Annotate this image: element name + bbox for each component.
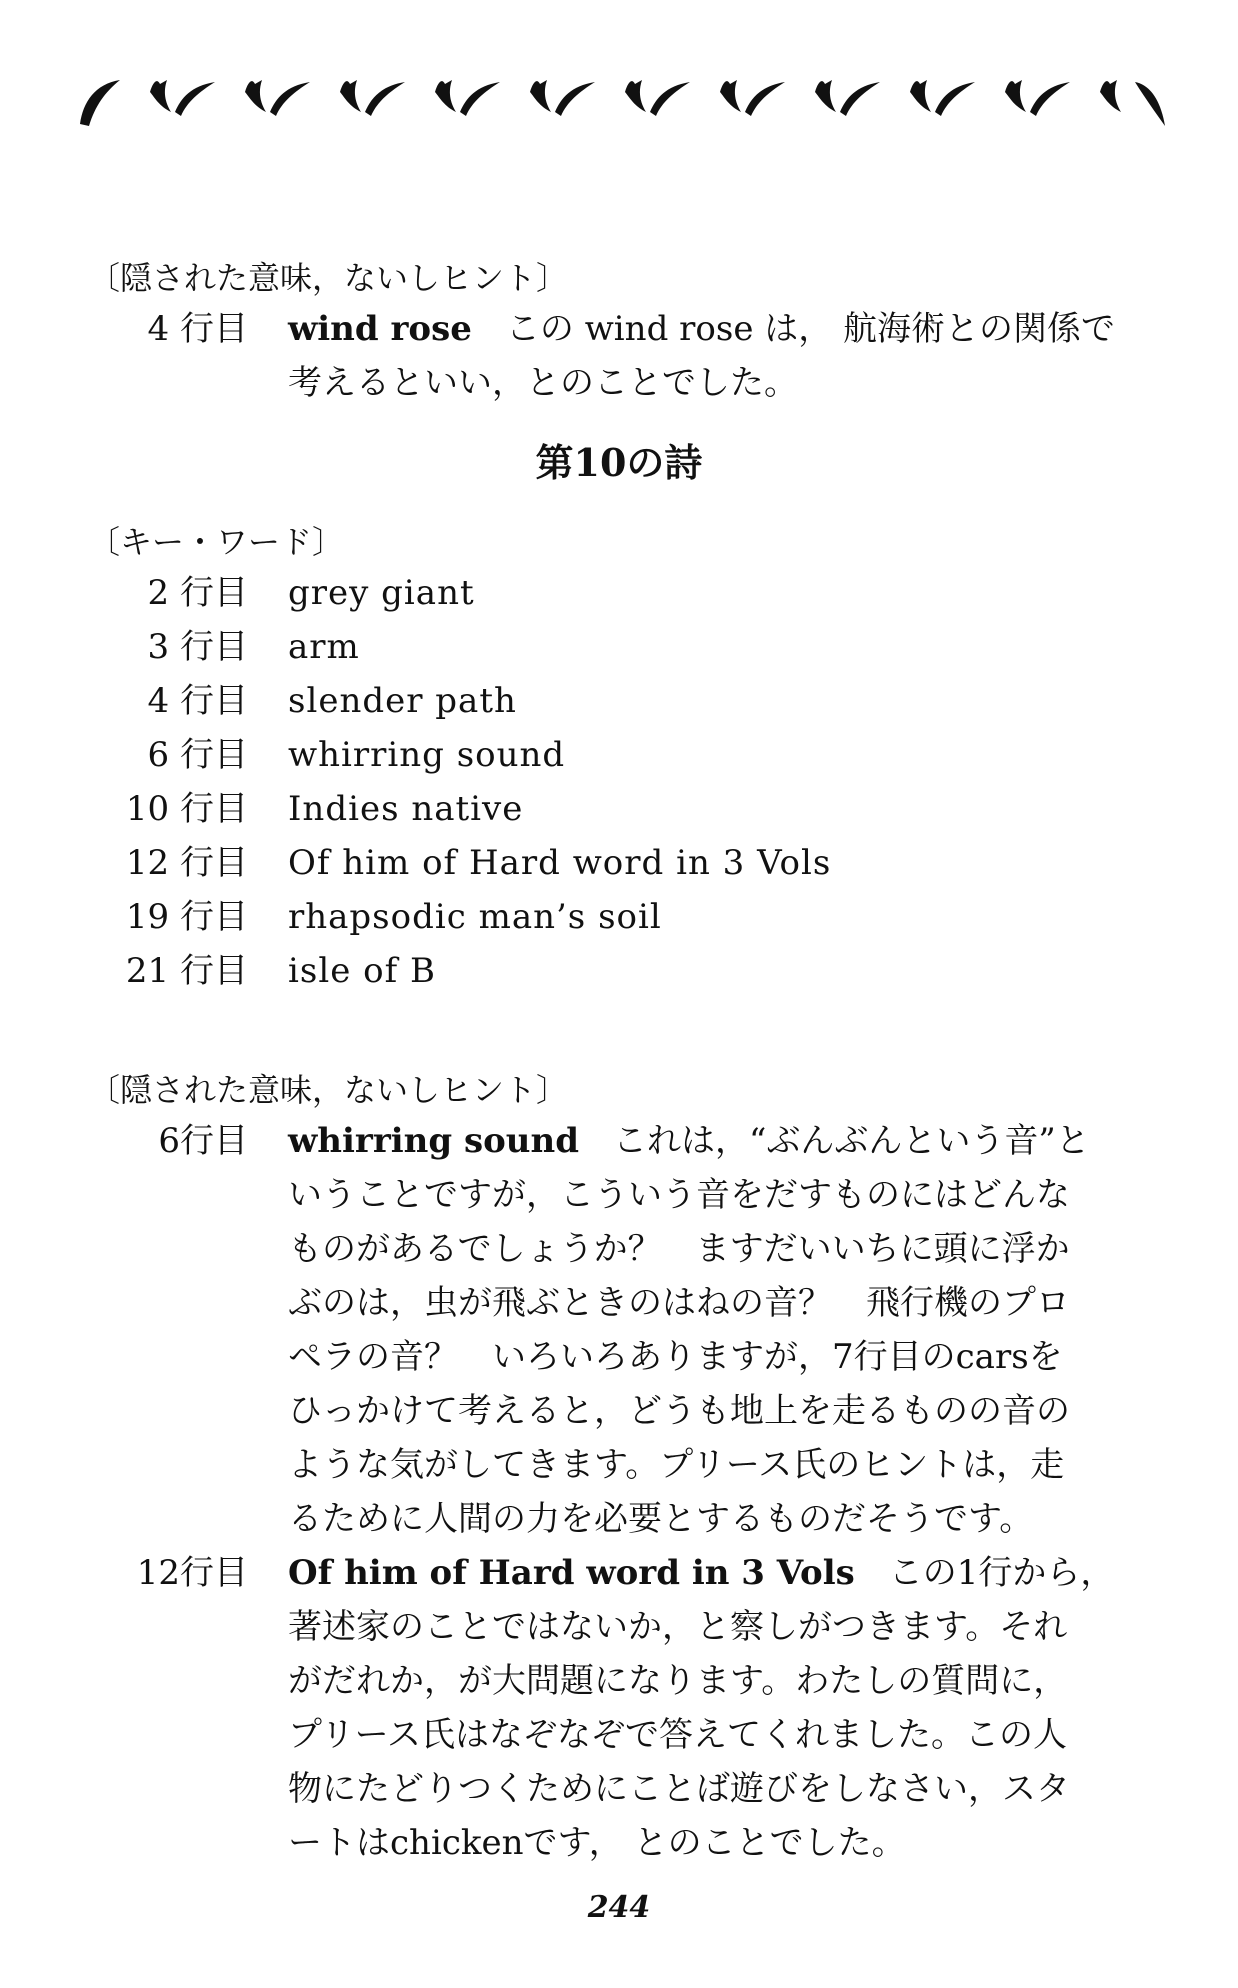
hint-line: ペラの音？ いろいろありますが，7行目のcarsを xyxy=(288,1337,1063,1377)
line-label: 6行目 xyxy=(158,1121,248,1161)
hint-entry xyxy=(88,1114,1168,1546)
hint-line: ような気がしてきます。プリース氏のヒントは，走 xyxy=(288,1445,1065,1485)
hint-line: 物にたどりつくためにことば遊びをしなさい，スタ xyxy=(288,1769,1070,1809)
hint-line: るために人間の力を必要とするものだそうです。 xyxy=(288,1499,1034,1539)
hint-line: ものがあるでしょうか？ ますだいいちに頭に浮か xyxy=(288,1229,1070,1269)
hint-entry xyxy=(88,302,1168,412)
hint-line: ひっかけて考えると，どうも地上を走るものの音の xyxy=(288,1391,1070,1431)
hint-line: wind rose この wind rose は， 航海術との関係で xyxy=(288,309,1116,349)
hint-line: 著述家のことではないか，と察しがつきます。それ xyxy=(288,1607,1068,1647)
hint-line: プリース氏はなぞなぞで答えてくれました。この人 xyxy=(288,1715,1067,1755)
line-label: 12行目 xyxy=(136,1553,248,1593)
hint-keyword: whirring sound xyxy=(288,1121,580,1161)
hint-entry xyxy=(88,1546,1168,1870)
hint-line: Of him of Hard word in 3 Vols この1行から， xyxy=(288,1553,1115,1593)
page-number: 244 xyxy=(587,1890,651,1925)
hint-line: 考えるといい，とのことでした。 xyxy=(288,363,798,403)
hint-line: ぶのは，虫が飛ぶときのはねの音？ 飛行機のプロ xyxy=(288,1283,1070,1323)
hint-line: ートはchickenです， とのことでした。 xyxy=(288,1823,906,1863)
hint-heading: 〔隠された意味，ないしヒント〕 xyxy=(88,259,569,297)
hint-line: がだれか，が大問題になります。わたしの質問に， xyxy=(288,1661,1068,1701)
ornament-border xyxy=(75,72,1175,132)
hint-line: whirring sound これは，“ぶんぶんという音”と xyxy=(288,1121,1090,1161)
line-label: 4 行目 xyxy=(147,309,248,349)
keyword-heading: 〔キー・ワード〕 xyxy=(88,523,345,561)
hint-keyword: wind rose xyxy=(288,309,472,349)
hint-keyword: Of him of Hard word in 3 Vols xyxy=(288,1553,855,1593)
hint-line: いうことですが，こういう音をだすものにはどんな xyxy=(288,1175,1070,1215)
poem-title: 第10の詩 xyxy=(535,440,703,485)
hint-heading: 〔隠された意味，ないしヒント〕 xyxy=(88,1071,569,1109)
